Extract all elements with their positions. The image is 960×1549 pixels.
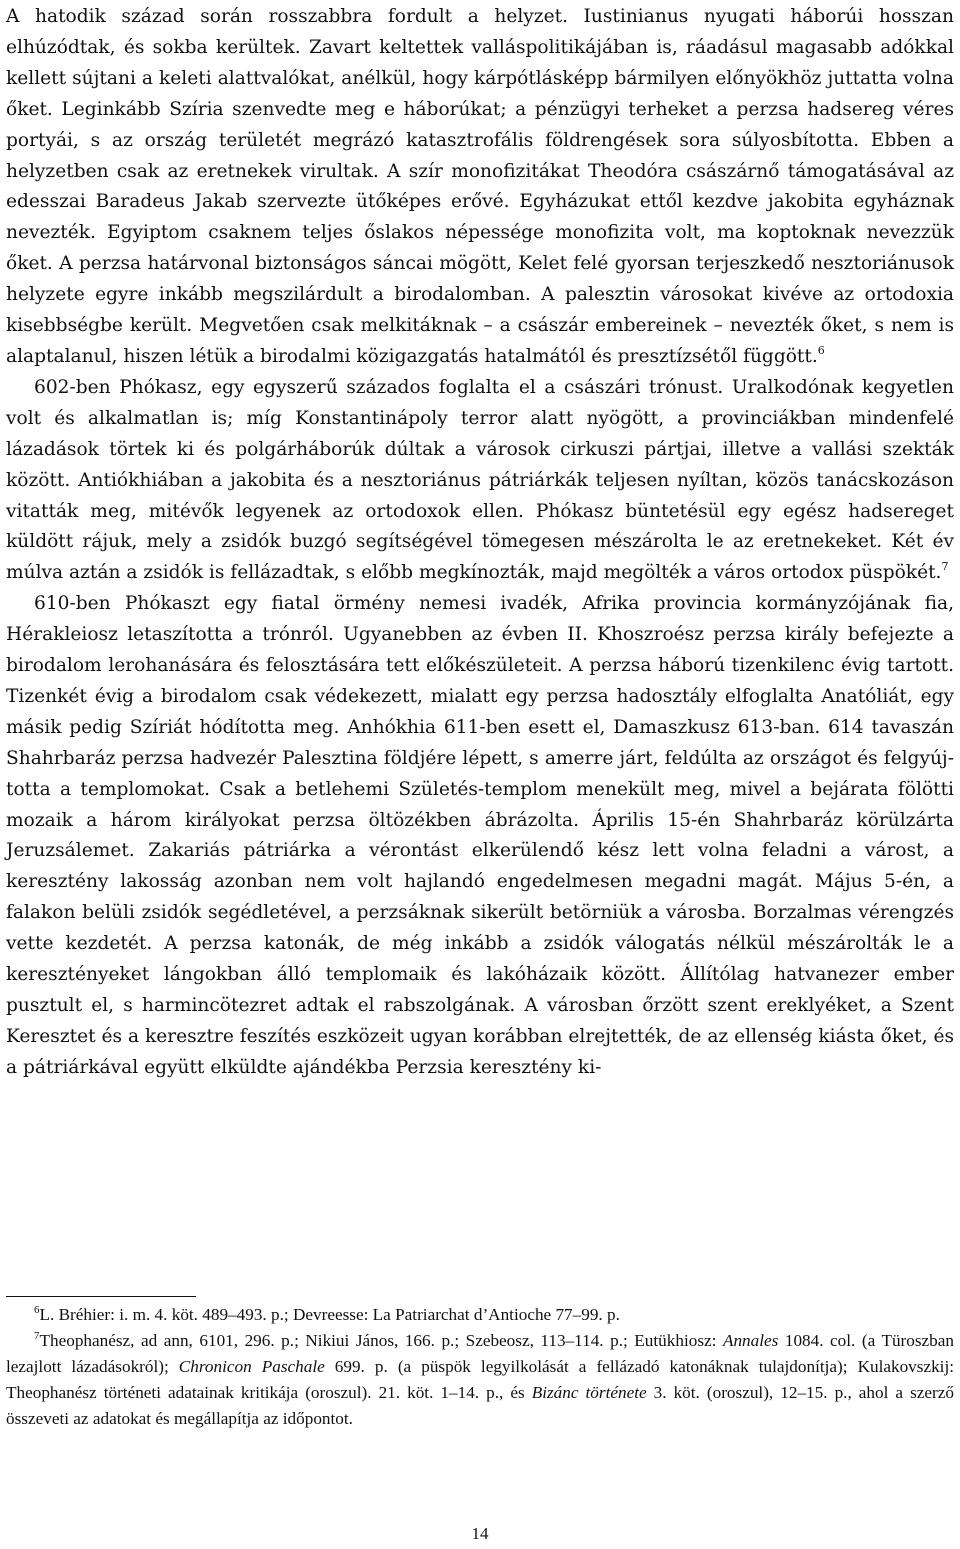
footnote-reference-7: 7 xyxy=(941,560,949,574)
paragraph-3 xyxy=(6,589,954,1084)
footnote-7-title-bizanc-tortenete: Bizánc története xyxy=(531,1383,647,1402)
footnote-7-title-chronicon-paschale: Chronicon Paschale xyxy=(178,1357,325,1376)
book-page xyxy=(6,0,954,1543)
paragraph-2 xyxy=(6,373,954,589)
footnote-7-text-part-4: 3. köt. (oroszul), 12–15. p., ahol a szerző összeveti az adatokat és megállapítja az időpontot. xyxy=(6,1383,954,1428)
footnote-7-text-part-3: 699. p. (a püspök legyilkolását a fellázadó katonáknak tulajdonítja); Kulakovszkij: Theophanész történeti adatainak kritikája (oroszul). 21. köt. 1–14. p., és xyxy=(6,1357,954,1402)
footnotes xyxy=(6,1302,954,1432)
footnote-reference-6: 6 xyxy=(817,343,825,357)
footnote-6-number: 6 xyxy=(34,1304,40,1316)
footnote-7-text-part-2: 1084. col. (a Türoszban lezajlott lázadásokról); xyxy=(6,1331,954,1376)
paragraph-1-text: A hatodik század során rosszabbra fordult a helyzet. Iustinianus nyugati háborúi hosszan elhúzódtak, és sokba kerültek. Zavart keltettek valláspolitikájában is, ráadásul magasabb adókkal kellett sújtani a keleti alattvalókat, anélkül, hogy kárpótlásképp bármilyen előnyökhöz juttatta volna őket. Leginkább Szíria szenvedte meg e háborúkat; a pénzügyi terheket a perzsa hadsereg véres portyái, s az ország területét megrázó katasztrofális földrengések sora súlyosbította. Ebben a helyzetben csak az eretnekek virultak. A szír monofizitákat Theodóra császárnő támogatásával az edesszai Baradeus Jakab szervezte ütőképes erővé. Egyházukat ettől kezdve jakobita egyháznak nevezték. Egyiptom csaknem teljes őslakos népessége monofizita volt, ma koptoknak nevezzük őket. A perzsa határvonal biztonságos sáncai mögött, Kelet felé gyorsan terjeszkedő nesztoriánusok helyzete egyre inkább megszilárdult a birodalomban. A palesztin városokat kivéve az ortodoxia kisebbségbe került. Megvetően csak melkitáknak – a császár embereinek – nevezték őket, s nem is alaptalanul, hiszen létük a birodalmi közigazgatás hatalmától és presztízsétől függött. xyxy=(6,6,954,367)
footnote-7-text-part-1: Theophanész, ad ann, 6101, 296. p.; Nikiui János, 166. p.; Szebeosz, 113–114. p.; Eutükhiosz: xyxy=(39,1331,723,1350)
footnote-7-number: 7 xyxy=(34,1330,40,1342)
page-number: 14 xyxy=(471,1524,489,1543)
footnote-7 xyxy=(6,1328,954,1432)
paragraph-3-text: 610-ben Phókaszt egy fiatal örmény nemesi ivadék, Afrika provincia kormányzójának fia, Hérakleiosz letaszította a trónról. Ugyanebben az évben II. Khoszroész perzsa király befejezte a birodalom lerohanására és felosztására tett előkészületeit. A perzsa háború tizenkilenc évig tartott. Tizenkét évig a birodalom csak védekezett, mialatt egy perzsa hadosztály elfoglalta Anatóliát, egy másik pedig Szíriát hódította meg. Anhókhia 611-ben esett el, Damaszkusz 613-ban. 614 tavaszán Shahrbaráz perzsa hadvezér Palesztina földjére lépett, s amerre járt, feldúlta az országot és felgyújtotta a templomokat. Csak a betlehemi Születés-templom menekült meg, mivel a bejárata fölötti mozaik a három királyokat perzsa öltözékben ábrázolta. Április 15-én Shahrbaráz körülzárta Jeruzsálemet. Zakariás pátriárka a vérontást elkerülendő kész lett volna feladni a várost, a keresztény lakosság azonban nem volt hajlandó engedelmesen megadni magát. Május 5-én, a falakon belüli zsidók segédletével, a perzsáknak sikerült betörniük a városba. Borzalmas vérengzés vette kezdetét. A perzsa katonák, de még inkább a zsidók válogatás nélkül mészárolták le a keresztényeket lángokban álló templomaik és lakóházaik között. Állítólag hatvanezer ember pusztult el, s harmincötezret adtak el rabszolgának. A városban őrzött szent ereklyéket, a Szent Keresztet és a keresztre feszítés eszközeit ugyan korábban elrejtették, de az ellenség kiásta őket, és a pátriárkával együtt elküldte ajándékba Perzsia keresztény ki- xyxy=(6,593,954,1078)
paragraph-2-text: 602-ben Phókasz, egy egyszerű százados foglalta el a császári trónust. Uralkodónak kegyetlen volt és alkalmatlan is; míg Konstantinápoly terror alatt nyögött, a provinciákban mindenfelé lázadások törtek ki és polgárháborúk dúltak a városok cirkuszi pártjai, illetve a vallási szekták között. Antiókhiában a jakobita és a nesztoriánus pátriárkák teljesen nyíltan, közös tanácskozáson vitatták meg, mitévők legyenek az ortodoxok ellen. Phókasz büntetésül egy egész hadsereget küldött rájuk, mely a zsidók buzgó segítségével tömegesen mészárolta le az eretnekeket. Két év múlva aztán a zsidók is fellázadtak, s előbb megkínozták, majd megölték a város ortodox püspökét. xyxy=(6,376,954,584)
main-text xyxy=(6,0,954,1084)
footnote-7-title-annales: Annales xyxy=(722,1331,779,1350)
footnote-6 xyxy=(6,1302,954,1328)
footnote-6-text: L. Bréhier: i. m. 4. köt. 489–493. p.; Devreesse: La Patriarchat d’Antioche 77–99. p. xyxy=(39,1305,620,1324)
footnote-divider xyxy=(6,1296,196,1297)
paragraph-1 xyxy=(6,2,954,373)
